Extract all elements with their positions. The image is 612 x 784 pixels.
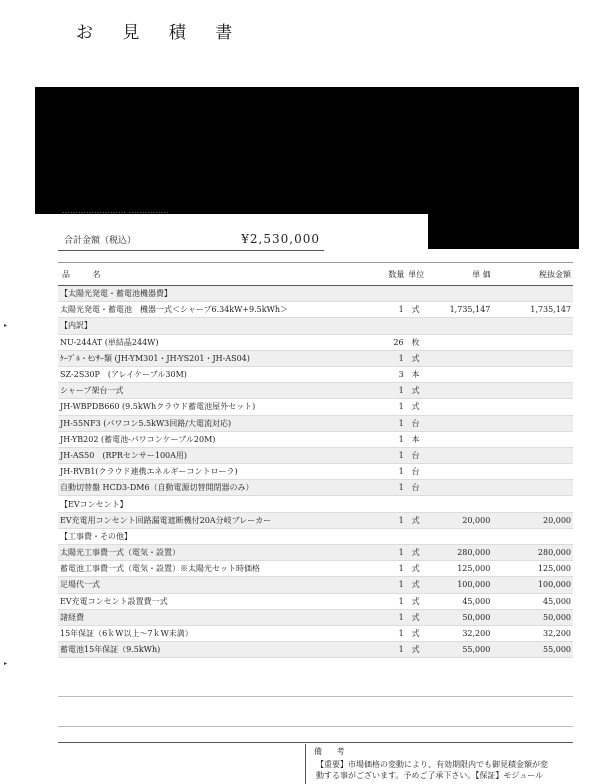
- header-unit: 単位: [408, 269, 425, 279]
- item-qty: 1: [398, 450, 404, 460]
- item-amount: 280,000: [537, 548, 571, 558]
- item-unit: 式: [411, 353, 420, 363]
- item-unit: 式: [411, 596, 420, 606]
- item-price: 50,000: [462, 612, 491, 622]
- item-price: 280,000: [457, 548, 491, 558]
- item-qty: 1: [398, 629, 404, 639]
- table-row: [58, 351, 573, 367]
- notes-text: [316, 759, 574, 781]
- item-amount: 1,735,147: [530, 305, 571, 315]
- table-row: [58, 432, 573, 448]
- notes-text-line-1: 【重要】市場価格の変動により、有効期限内でも御見積金額が変: [316, 760, 548, 769]
- table-row: [58, 496, 573, 512]
- table-row: [58, 561, 573, 577]
- table-row: [58, 513, 573, 529]
- item-unit: 台: [411, 483, 420, 493]
- marker-left-top: ▸: [4, 322, 8, 329]
- item-unit: 式: [411, 629, 420, 639]
- table-row: [58, 577, 573, 593]
- item-amount: 55,000: [543, 645, 571, 655]
- item-qty: 1: [398, 564, 404, 574]
- item-qty: 1: [398, 580, 404, 590]
- item-name: JH-YB202 (蓄電池-パワコンケーブル20M): [60, 434, 216, 444]
- item-qty: 1: [398, 386, 404, 396]
- item-qty: 1: [398, 548, 404, 558]
- item-name: 【内訳】: [60, 321, 92, 331]
- item-unit: 台: [411, 450, 420, 460]
- header-qty: 数量: [388, 269, 405, 279]
- item-qty: 3: [398, 370, 404, 380]
- total-value: ¥2,530,000: [241, 232, 320, 246]
- item-name: EV充電コンセント設置費一式: [60, 596, 168, 606]
- item-name: 太陽光工事費一式（電気・設置）: [60, 548, 180, 558]
- table-row: [58, 367, 573, 383]
- item-amount: 50,000: [543, 612, 571, 622]
- item-unit: 本: [411, 434, 420, 444]
- table-row: [58, 480, 573, 496]
- table-row: [58, 335, 573, 351]
- item-price: 125,000: [457, 564, 491, 574]
- item-unit: 式: [411, 402, 420, 412]
- blank-line-1: [58, 696, 573, 697]
- item-qty: 1: [398, 467, 404, 477]
- item-unit: 式: [411, 386, 420, 396]
- item-name: JH-AS50 (RPRセンサー100A用): [60, 450, 188, 460]
- footer-rule: [58, 742, 573, 743]
- table-row: [58, 626, 573, 642]
- item-price: 100,000: [457, 580, 491, 590]
- item-name: 15年保証（6ｋW以上～7ｋW未満）: [60, 629, 193, 639]
- table-row: [58, 302, 573, 318]
- items-table-header: [58, 262, 573, 286]
- table-row: [58, 464, 573, 480]
- item-name: 足場代一式: [60, 580, 100, 590]
- items-table-body: [58, 286, 573, 658]
- item-qty: 1: [398, 645, 404, 655]
- item-name: 【太陽光発電・蓄電池機器費】: [60, 289, 172, 299]
- item-name: NU-244AT (単結晶244W): [60, 337, 159, 347]
- item-name: 蓄電池工事費一式（電気・設置）※太陽光セット時価格: [60, 564, 260, 574]
- total-label: 合計金額（税込）: [64, 235, 137, 246]
- table-row: [58, 383, 573, 399]
- item-qty: 1: [398, 353, 404, 363]
- item-unit: 本: [411, 370, 420, 380]
- table-row: [58, 399, 573, 415]
- table-row: [58, 642, 573, 658]
- document-title: お 見 積 書: [76, 23, 245, 43]
- partially-hidden-text: …………………… ……………: [62, 206, 169, 215]
- item-name: JH-55NF3 (パワコン5.5kW3回路/大電流対応): [60, 418, 232, 428]
- item-qty: 1: [398, 596, 404, 606]
- table-row: [58, 529, 573, 545]
- item-qty: 1: [398, 305, 404, 315]
- notes-box: [305, 744, 574, 784]
- item-unit: 式: [411, 548, 420, 558]
- item-amount: 100,000: [537, 580, 571, 590]
- item-unit: 式: [411, 564, 420, 574]
- header-amount: 税抜金額: [539, 269, 572, 279]
- item-name: 蓄電池15年保証（9.5kWh): [60, 645, 161, 655]
- item-unit: 式: [411, 515, 420, 525]
- table-row: [58, 594, 573, 610]
- item-unit: 台: [411, 467, 420, 477]
- item-qty: 26: [393, 337, 404, 347]
- item-name: シャープ架台一式: [60, 386, 124, 396]
- item-price: 55,000: [462, 645, 491, 655]
- total-amount-box: [58, 228, 324, 251]
- marker-left-bottom: ▸: [4, 660, 8, 667]
- item-name: 諸経費: [60, 612, 84, 622]
- item-unit: 式: [411, 612, 420, 622]
- header-price: 単 価: [472, 269, 491, 279]
- item-qty: 1: [398, 418, 404, 428]
- items-table: [58, 262, 573, 658]
- item-unit: 式: [411, 645, 420, 655]
- item-price: 32,200: [462, 629, 491, 639]
- item-name: 自動切替盤 HCD3-DM6（自動電源切替開閉器のみ）: [60, 483, 254, 493]
- item-qty: 1: [398, 515, 404, 525]
- table-row: [58, 416, 573, 432]
- table-row: [58, 545, 573, 561]
- item-name: 【EVコンセント】: [60, 499, 128, 509]
- table-row: [58, 286, 573, 302]
- redacted-block: [35, 87, 579, 214]
- item-unit: 台: [411, 418, 420, 428]
- item-qty: 1: [398, 483, 404, 493]
- item-name: EV充電用コンセント回路漏電遮断機付20A分岐ブレーカー: [60, 515, 272, 525]
- item-unit: 式: [411, 580, 420, 590]
- item-name: 太陽光発電・蓄電池 機器一式＜シャープ6.34kW+9.5kWh＞: [60, 305, 288, 315]
- item-price: 20,000: [462, 515, 491, 525]
- item-name: ｹｰﾌﾞﾙ・ｾﾝｻｰ類 (JH-YM301・JH-YS201・JH-AS04): [60, 353, 250, 363]
- table-row: [58, 318, 573, 334]
- item-price: 1,735,147: [449, 305, 491, 315]
- item-qty: 1: [398, 612, 404, 622]
- item-price: 45,000: [462, 596, 491, 606]
- item-qty: 1: [398, 402, 404, 412]
- item-name: JH-WBPDB660 (9.5kWhクラウド蓄電池屋外セット): [60, 402, 256, 412]
- item-amount: 32,200: [543, 629, 571, 639]
- item-amount: 45,000: [543, 596, 571, 606]
- header-name: 品 名: [62, 269, 111, 279]
- notes-title: 備 考: [314, 747, 351, 756]
- item-name: JH-RVB1(クラウド連携エネルギーコントローラ): [60, 467, 238, 477]
- item-qty: 1: [398, 434, 404, 444]
- notes-text-line-2: 動する事がございます。予めご了承下さい。【保証】モジュール: [316, 771, 544, 780]
- table-row: [58, 448, 573, 464]
- item-amount: 20,000: [543, 515, 571, 525]
- table-row: [58, 610, 573, 626]
- blank-line-2: [58, 726, 573, 727]
- item-amount: 125,000: [537, 564, 571, 574]
- item-name: 【工事費・その他】: [60, 531, 132, 541]
- redacted-block-small: [428, 214, 579, 249]
- item-name: SZ-2S30P (アレイケーブル30M): [60, 370, 187, 380]
- item-unit: 式: [411, 305, 420, 315]
- item-unit: 枚: [411, 337, 420, 347]
